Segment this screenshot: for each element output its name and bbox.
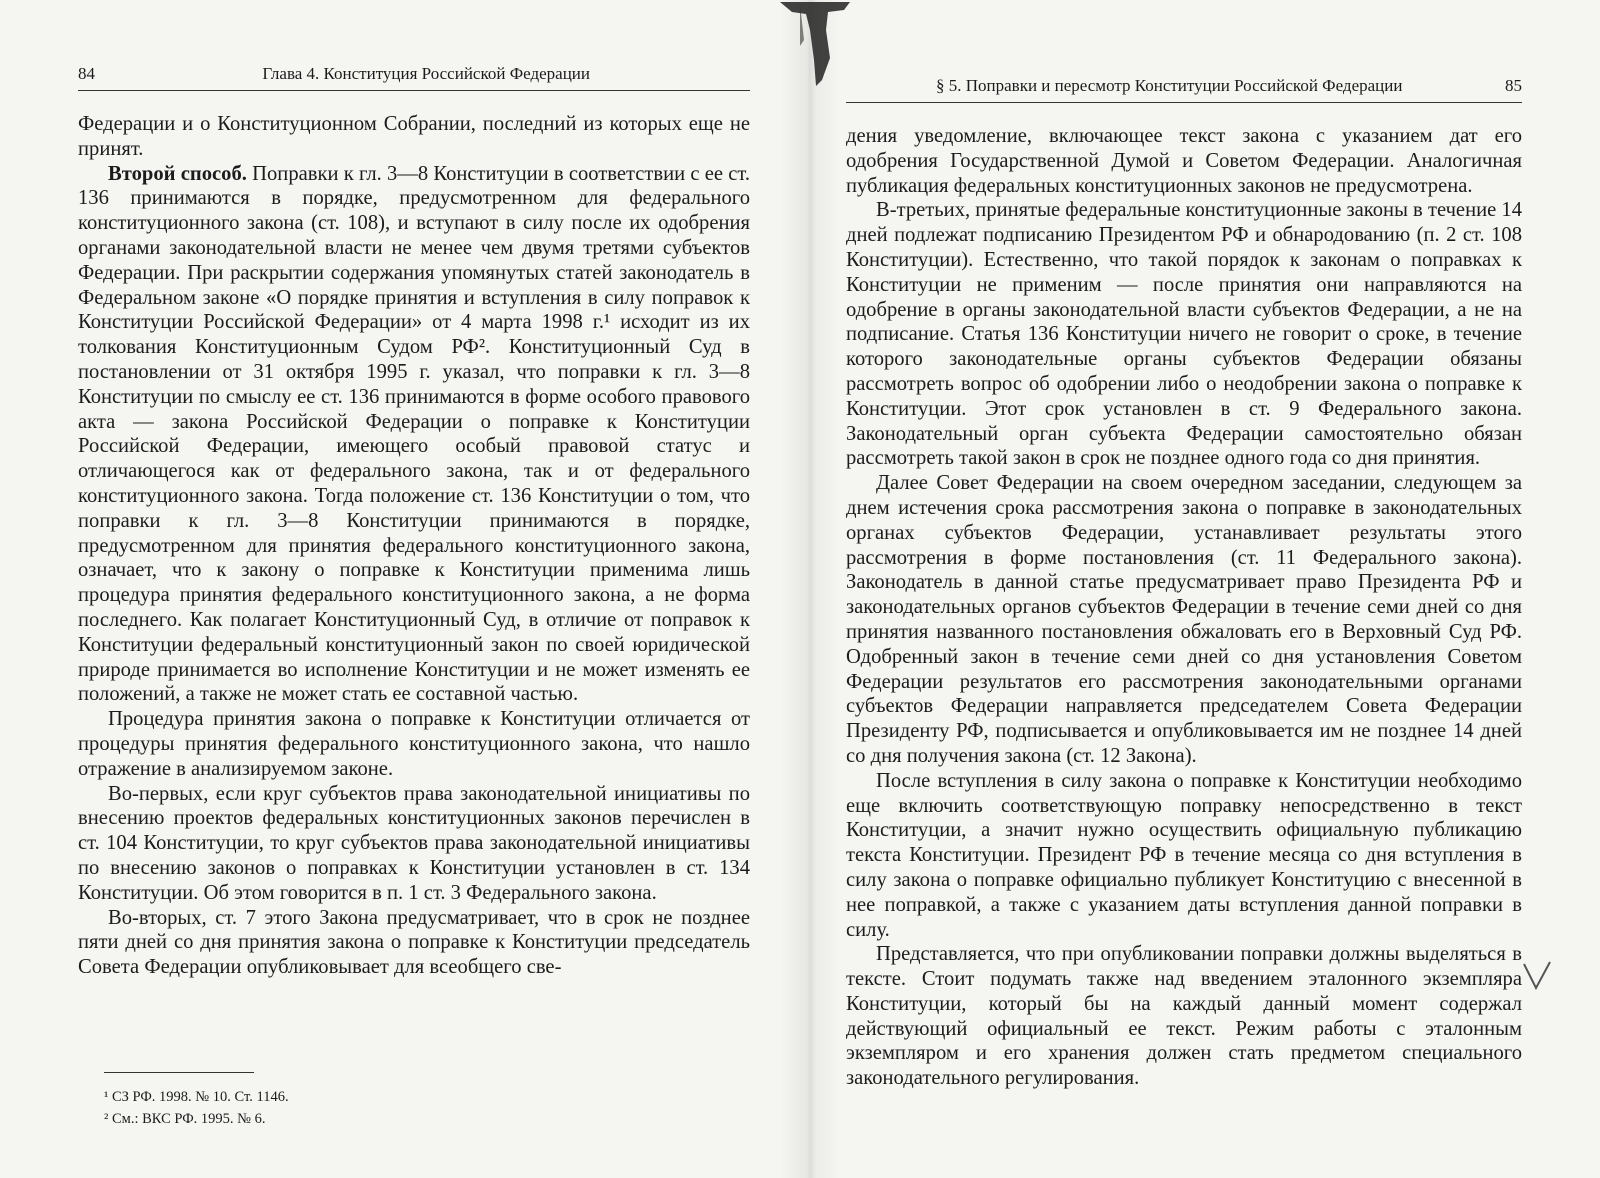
right-page-number: 85 (1505, 76, 1522, 95)
second-method-lead: Второй способ. (108, 162, 247, 185)
right-running-head (846, 76, 1522, 103)
footnotes (104, 1086, 289, 1130)
left-paragraph-2: Второй способ. Поправки к гл. 3—8 Конституции в соответствии с ее ст. 136 принимаются в порядке, предусмотренном для федерального конституционного закона (ст. 108), и вступают в силу после их одобрения органами законодательной власти не менее чем двумя третями субъектов Федерации. При раскрытии содержания упомянутых статей законодатель в Федеральном законе «О порядке принятия и вступления в силу поправок к Конституции Российской Федерации» от 4 марта 1998 г.¹ исходит из их толкования Конституционным Судом РФ². Конституционный Суд в постановлении от 31 октября 1995 г. указал, что поправки к гл. 3—8 Конституции по смыслу ее ст. 136 принимаются в форме особого правового акта — закона Российской Федерации о поправке к Конституции Российской Федерации, имеющего особый правовой статус и отличающегося как от федерального закона, так и от федерального конституционного закона. Тогда положение ст. 136 Конституции о том, что поправки к гл. 3—8 Конституции принимаются в порядке, предусмотренном для принятия федерального конституционного закона, означает, что к закону о поправке к Конституции применима лишь процедура принятия федерального конституционного закона, а не форма последнего. Как полагает Конституционный Суд, в отличие от поправок к Конституции федеральный конституционный закон по своей юридической природе принимается во исполнение Конституции и не может изменять ее положений, а также не может стать ее составной частью. (78, 162, 751, 706)
right-paragraph-1: дения уведомление, включающее текст закона с указанием дат его одобрения Государственной Думой и Советом Федерации. Аналогичная публикация федеральных конституционных законов не предусмотрена. (846, 125, 1522, 197)
pencil-check-mark-icon (1520, 958, 1554, 992)
footnote-2: ² См.: ВКС РФ. 1995. № 6. (104, 1111, 266, 1127)
left-running-head-title: Глава 4. Конституция Российской Федерации (262, 64, 590, 83)
right-paragraph-5: Представляется, что при опубликовании поправки должны выделяться в тексте. Стоит подумать также над введением эталонного экземпляра Конституции, который бы на каждый данный момент содержал действующий официальный ее текст. Режим работы с эталонным экземпляром и его хранения должен стать предметом специального законодательного регулирования. (846, 943, 1522, 1090)
left-page-body (78, 112, 750, 980)
left-page-number: 84 (78, 64, 95, 83)
right-paragraph-2: В-третьих, принятые федеральные конституционные законы в течение 14 дней подлежат подписанию Президентом РФ и обнародованию (п. 2 ст. 108 Конституции). Естественно, что такой порядок к законам о поправках к Конституции не применим — после принятия они направляются на одобрение в органы законодательной власти субъектов Федерации, а не на подписание. Статья 136 Конституции ничего не говорит о сроке, в течение которого законодательные органы субъектов Федерации обязаны рассмотреть вопрос об одобрении либо о неодобрении закона о поправке к Конституции. Этот срок установлен в ст. 9 Федерального закона. Законодательный орган субъекта Федерации самостоятельно обязан рассмотреть такой закон в срок не позднее одного года со дня принятия. (846, 199, 1522, 470)
left-running-head (78, 64, 750, 91)
footnote-rule (104, 1072, 254, 1073)
footnote-1: ¹ СЗ РФ. 1998. № 10. Ст. 1146. (104, 1089, 289, 1105)
left-paragraph-4: Во-первых, если круг субъектов права законодательной инициативы по внесению проектов федеральных конституционных законов перечислен в ст. 104 Конституции, то круг субъектов права законодательной инициативы по внесению законов о поправках к Конституции установлен в ст. 134 Конституции. Об этом говорится в п. 1 ст. 3 Федерального закона. (78, 782, 750, 904)
right-paragraph-4: После вступления в силу закона о поправке к Конституции необходимо еще включить соответствующую поправку непосредственно в текст Конституции, а значит нужно осуществить официальную публикацию текста Конституции. Президент РФ в течение месяца со дня вступления в силу закона о поправке официально публикует Конституцию с внесенной в нее поправкой, а также с указанием даты вступления данной поправки в силу. (846, 769, 1522, 941)
binding-smudge-icon (770, 0, 860, 90)
left-paragraph-3: Процедура принятия закона о поправке к Конституции отличается от процедуры принятия федерального конституционного закона, что нашло отражение в анализируемом законе. (78, 708, 750, 780)
right-paragraph-3: Далее Совет Федерации на своем очередном заседании, следующем за днем истечения срока рассмотрения закона о поправке в законодательных органах субъектов Федерации, устанавливает результаты этого рассмотрения в форме постановления (ст. 11 Федерального закона). Законодатель в данной статье предусматривает право Президента РФ и законодательных органов субъектов Федерации в течение семи дней со дня принятия названного постановления обжаловать его в Верховный Суд РФ. Одобренный закон в течение семи дней со дня установления Советом Федерации результатов его рассмотрения законодательными органами субъектов Федерации направляется председателем Совета Федерации Президенту РФ, подписывается и опубликовывается им не позднее 14 дней со дня получения закона (ст. 12 Закона). (846, 472, 1522, 767)
left-paragraph-5: Во-вторых, ст. 7 этого Закона предусматривает, что в срок не позднее пяти дней со дня принятия закона о поправке к Конституции председатель Совета Федерации опубликовывает для всеобщего све- (78, 906, 750, 979)
right-page (800, 0, 1600, 1178)
right-running-head-title: § 5. Поправки и пересмотр Конституции Российской Федерации (936, 76, 1403, 95)
right-page-body (846, 124, 1522, 1091)
left-paragraph-1: Федерации и о Конституционном Собрании, последний из которых еще не принят. (78, 113, 750, 160)
